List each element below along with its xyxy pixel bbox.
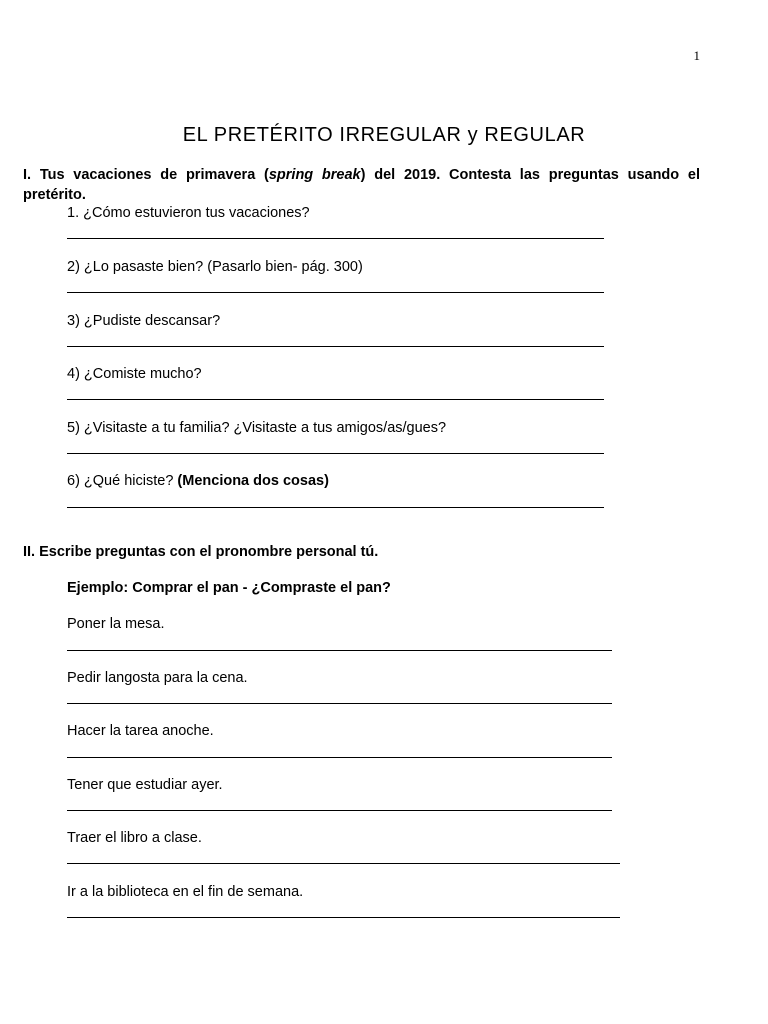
prompt-4: Tener que estudiar ayer. [67,777,223,793]
prompt-2: Pedir langosta para la cena. [67,670,248,686]
prompt-1: Poner la mesa. [67,616,165,632]
question-4: 4) ¿Comiste mucho? [67,366,202,382]
prompt-3: Hacer la tarea anoche. [67,723,214,739]
answer-line-prompt-5[interactable] [67,863,620,864]
answer-line-prompt-2[interactable] [67,703,612,704]
answer-line-4[interactable] [67,399,604,400]
answer-line-prompt-6[interactable] [67,917,620,918]
prompt-5: Traer el libro a clase. [67,830,202,846]
question-2: 2) ¿Lo pasaste bien? (Pasarlo bien- pág. 300) [67,259,363,275]
answer-line-prompt-4[interactable] [67,810,612,811]
section-1-heading-italic: spring break [268,167,361,183]
example-line: Ejemplo: Comprar el pan - ¿Compraste el pan? [67,580,391,596]
section-1-heading [23,165,700,205]
question-1: 1. ¿Cómo estuvieron tus vacaciones? [67,205,310,221]
question-6 [67,473,329,489]
answer-line-5[interactable] [67,453,604,454]
section-2-heading: II. Escribe preguntas con el pronombre personal tú. [23,544,379,560]
section-1-heading-start: I. Tus vacaciones de primavera ( [23,167,269,183]
answer-line-prompt-1[interactable] [67,650,612,651]
answer-line-6[interactable] [67,507,604,508]
question-3: 3) ¿Pudiste descansar? [67,313,221,329]
answer-line-1[interactable] [67,238,604,239]
answer-line-2[interactable] [67,292,604,293]
question-6-text: 6) ¿Qué hiciste? [67,473,178,489]
prompt-6: Ir a la biblioteca en el fin de semana. [67,884,304,900]
page-title: EL PRETÉRITO IRREGULAR y REGULAR [182,124,586,146]
answer-line-3[interactable] [67,346,604,347]
question-6-note: (Menciona dos cosas) [177,473,329,489]
section-1-heading-end: ) del 2019. Contesta las preguntas usando el pretérito. [23,167,701,203]
page-number: 1 [693,48,700,63]
question-5: 5) ¿Visitaste a tu familia? ¿Visitaste a tus amigos/as/gues? [67,420,447,436]
answer-line-prompt-3[interactable] [67,757,612,758]
